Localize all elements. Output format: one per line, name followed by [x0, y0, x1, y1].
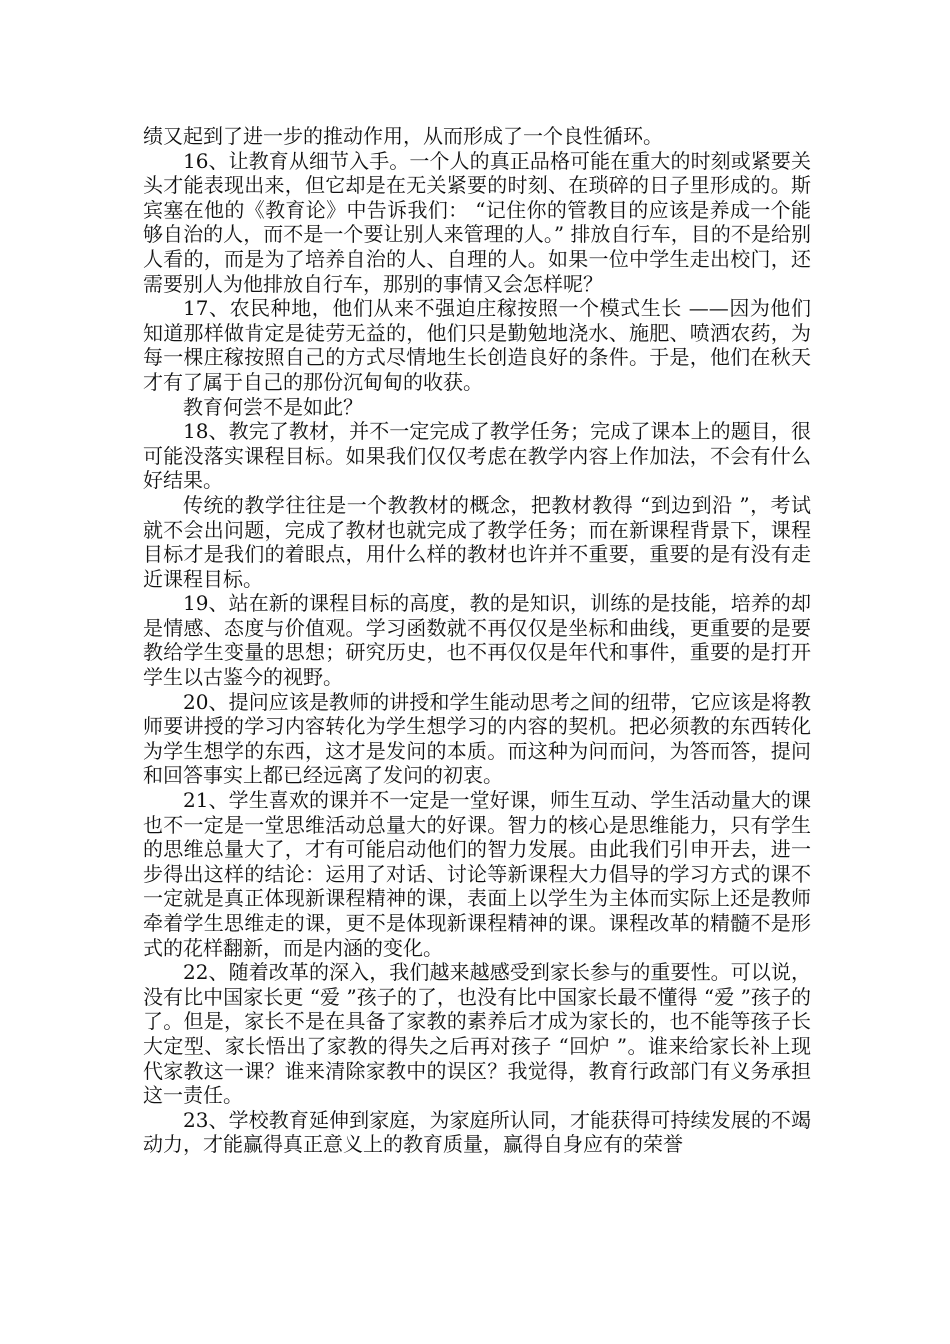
paragraph-21: 21、学生喜欢的课并不一定是一堂好课，师生互动、学生活动量大的课也不一定是一堂思维活动总量大的好课。智力的核心是思维能力，只有学生的思维总量大了，才有可能启动他们的智力发展。由此我们引申开去，进一步得出这样的结论：运用了对话、讨论等新课程大力倡导的学习方式的课不一定就是真正体现新课程精神的课，表面上以学生为主体而实际上还是教师牵着学生思维走的课，更不是体现新课程精神的课。课程改革的精髓不是形式的花样翻新，而是内涵的变化。	[143, 788, 811, 960]
paragraph-16: 16、让教育从细节入手。一个人的真正品格可能在重大的时刻或紧要关头才能表现出来，但它却是在无关紧要的时刻、在琐碎的日子里形成的。斯宾塞在他的《教育论》中告诉我们： “记住你的管教目的应该是养成一个能够自治的人，而不是一个要让别人来管理的人。” 排放自行车，目的不是给别人看的，而是为了培养自治的人、自理的人。如果一位中学生走出校门，还需要别人为他排放自行车，那别的事情又会怎样呢？	[143, 148, 811, 296]
paragraph-19: 19、站在新的课程目标的高度，教的是知识，训练的是技能，培养的却是情感、态度与价值观。学习函数就不再仅仅是坐标和曲线，更重要的是要教给学生变量的思想；研究历史，也不再仅仅是年代和事件，重要的是打开学生以古鉴今的视野。	[143, 591, 811, 690]
paragraph-17-note: 教育何尝不是如此？	[183, 394, 363, 419]
paragraph-23: 23、学校教育延伸到家庭，为家庭所认同，才能获得可持续发展的不竭动力，才能赢得真正意义上的教育质量，赢得自身应有的荣誉	[143, 1107, 811, 1157]
paragraph-18-detail: 传统的教学往往是一个教教材的概念，把教材教得 “到边到沿 ”，考试就不会出问题，完成了教材也就完成了教学任务；而在新课程背景下，课程目标才是我们的着眼点，用什么样的教材也许并不重要，重要的是有没有走近课程目标。	[143, 492, 811, 591]
paragraph-continuation: 绩又起到了进一步的推动作用，从而形成了一个良性循环。	[143, 124, 663, 148]
paragraph-18: 18、教完了教材，并不一定完成了教学任务；完成了课本上的题目，很可能没落实课程目标。如果我们仅仅考虑在教学内容上作加法，不会有什么好结果。	[143, 419, 811, 493]
document-body	[143, 124, 811, 1157]
paragraph-17: 17、农民种地，他们从来不强迫庄稼按照一个模式生长 ——因为他们知道那样做肯定是徒劳无益的，他们只是勤勉地浇水、施肥、喷洒农药，为每一棵庄稼按照自己的方式尽情地生长创造良好的条件。于是，他们在秋天才有了属于自己的那份沉甸甸的收获。	[143, 296, 811, 394]
paragraph-20: 20、提问应该是教师的讲授和学生能动思考之间的纽带，它应该是将教师要讲授的学习内容转化为学生想学习的内容的契机。把必须教的东西转化为学生想学的东西，这才是发问的本质。而这种为问而问，为答而答，提问和回答事实上都已经远离了发问的初衷。	[143, 689, 811, 788]
paragraph-22: 22、随着改革的深入，我们越来越感受到家长参与的重要性。可以说，没有比中国家长更 “爱 ”孩子的了，也没有比中国家长最不懂得 “爱 ”孩子的了。但是，家长不是在具备了家教的素养后才成为家长的，也不能等孩子长大定型、家长悟出了家教的得失之后再对孩子 “回炉 ”。谁来给家长补上现代家教这一课？谁来清除家教中的误区？我觉得，教育行政部门有义务承担这一责任。	[143, 960, 811, 1108]
